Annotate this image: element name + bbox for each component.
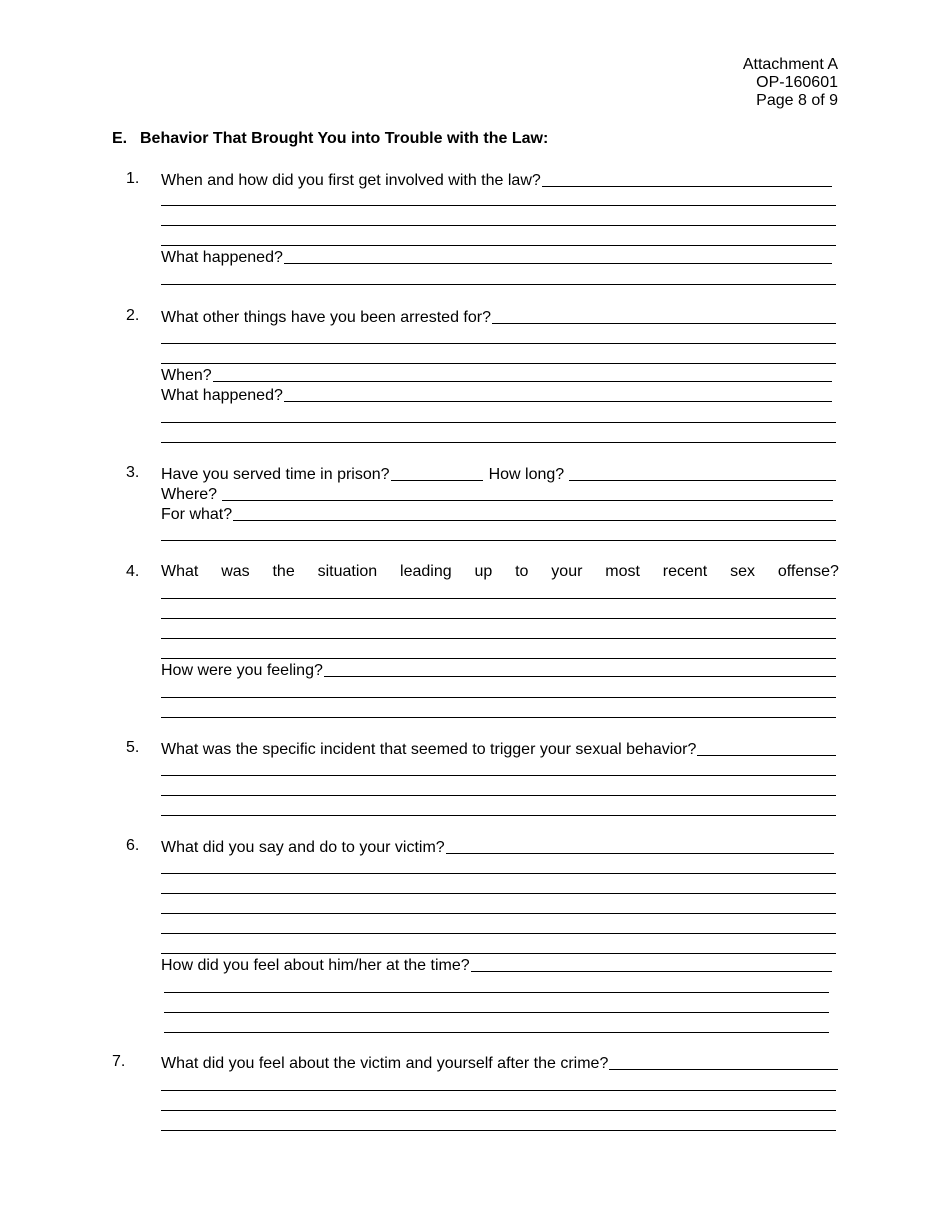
q2-followup-blank[interactable]: [284, 401, 832, 402]
q4-word: up: [474, 563, 493, 580]
q6-number: 6.: [126, 837, 140, 854]
q2-followup-text: What happened?: [161, 387, 283, 404]
q2-when-text: When?: [161, 367, 212, 384]
q6-answer-line[interactable]: [161, 933, 836, 934]
q5-text: What was the specific incident that seemed to trigger your sexual behavior?: [161, 741, 697, 758]
q5-answer-line[interactable]: [161, 775, 836, 776]
q3-how-long-text: How long?: [488, 466, 565, 483]
q3-question: [161, 464, 836, 484]
q2-followup: [161, 385, 832, 405]
q4-answer-line[interactable]: [161, 638, 836, 639]
q3-where-text: Where?: [161, 486, 218, 503]
q4-word: situation: [317, 563, 378, 580]
q7-answer-line[interactable]: [161, 1110, 836, 1111]
q6-question: [161, 837, 834, 857]
q4-number: 4.: [126, 563, 140, 580]
q3-prison-blank[interactable]: [391, 480, 483, 481]
q1-followup-blank[interactable]: [284, 263, 832, 264]
q2-when-blank[interactable]: [213, 381, 832, 382]
q3-for-what-blank[interactable]: [233, 520, 836, 521]
q4-word: the: [272, 563, 295, 580]
q6-answer-line[interactable]: [161, 873, 836, 874]
q6-followup-text: How did you feel about him/her at the time?: [161, 957, 470, 974]
q1-number: 1.: [126, 170, 140, 187]
q7-number: 7.: [112, 1053, 126, 1070]
q6-followup-line[interactable]: [164, 992, 829, 993]
q4-word: offense?: [777, 563, 839, 580]
q2-when: [161, 365, 832, 385]
q4-word: your: [551, 563, 583, 580]
q4-followup-blank[interactable]: [324, 676, 836, 677]
q2-followup-line[interactable]: [161, 442, 836, 443]
q2-number: 2.: [126, 307, 140, 324]
q1-followup: [161, 247, 832, 267]
page-number: Page 8 of 9: [756, 92, 838, 109]
q4-word: sex: [730, 563, 755, 580]
section-heading: Behavior That Brought You into Trouble with the Law:: [140, 130, 549, 147]
q1-answer-line[interactable]: [161, 205, 836, 206]
q2-text: What other things have you been arrested for?: [161, 309, 491, 326]
q2-answer-blank[interactable]: [492, 323, 836, 324]
q3-answer-line[interactable]: [161, 540, 836, 541]
q4-word: leading: [400, 563, 452, 580]
q7-text: What did you feel about the victim and yourself after the crime?: [161, 1055, 609, 1072]
q6-followup-blank[interactable]: [471, 971, 832, 972]
q3-number: 3.: [126, 464, 140, 481]
q3-where-blank[interactable]: [222, 500, 833, 501]
q1-answer-blank[interactable]: [542, 186, 832, 187]
q3-how-long-blank[interactable]: [569, 480, 836, 481]
q1-followup-text: What happened?: [161, 249, 283, 266]
q4-question: [161, 563, 839, 583]
q2-question: [161, 307, 836, 327]
q6-answer-blank[interactable]: [446, 853, 834, 854]
q3-for-what: [161, 504, 836, 524]
q5-answer-line[interactable]: [161, 795, 836, 796]
q4-word: most: [605, 563, 640, 580]
q4-word: recent: [662, 563, 708, 580]
q5-number: 5.: [126, 739, 140, 756]
q5-answer-blank[interactable]: [697, 755, 836, 756]
q4-followup-text: How were you feeling?: [161, 662, 323, 679]
q7-question: [161, 1053, 838, 1073]
q2-answer-line[interactable]: [161, 343, 836, 344]
q1-question: [161, 170, 832, 190]
q7-answer-blank[interactable]: [609, 1069, 838, 1070]
q6-followup: [161, 955, 832, 975]
q4-followup-line[interactable]: [161, 697, 836, 698]
q6-text: What did you say and do to your victim?: [161, 839, 445, 856]
q5-answer-line[interactable]: [161, 815, 836, 816]
q6-answer-line[interactable]: [161, 953, 836, 954]
q6-answer-line[interactable]: [161, 893, 836, 894]
q4-word: What: [161, 563, 199, 580]
q5-question: [161, 739, 836, 759]
q2-followup-line[interactable]: [161, 422, 836, 423]
q7-answer-line[interactable]: [161, 1130, 836, 1131]
q1-followup-line[interactable]: [161, 284, 836, 285]
q3-where: [161, 484, 833, 504]
q4-answer-line[interactable]: [161, 658, 836, 659]
q1-answer-line[interactable]: [161, 245, 836, 246]
q1-answer-line[interactable]: [161, 225, 836, 226]
q4-followup: [161, 660, 836, 680]
q3-for-what-text: For what?: [161, 506, 233, 523]
q7-answer-line[interactable]: [161, 1090, 836, 1091]
q6-followup-line[interactable]: [164, 1012, 829, 1013]
section-title: [112, 130, 548, 148]
header: [743, 56, 838, 110]
q3-text: Have you served time in prison?: [161, 466, 390, 483]
q4-word: to: [515, 563, 529, 580]
q4-answer-line[interactable]: [161, 618, 836, 619]
q6-followup-line[interactable]: [164, 1032, 829, 1033]
section-letter: E.: [112, 130, 128, 147]
q4-word: was: [221, 563, 250, 580]
document-number: OP-160601: [756, 74, 838, 91]
q4-followup-line[interactable]: [161, 717, 836, 718]
q1-text: When and how did you first get involved with the law?: [161, 172, 541, 189]
attachment-label: Attachment A: [742, 56, 838, 73]
q2-answer-line[interactable]: [161, 363, 836, 364]
q6-answer-line[interactable]: [161, 913, 836, 914]
q4-answer-line[interactable]: [161, 598, 836, 599]
